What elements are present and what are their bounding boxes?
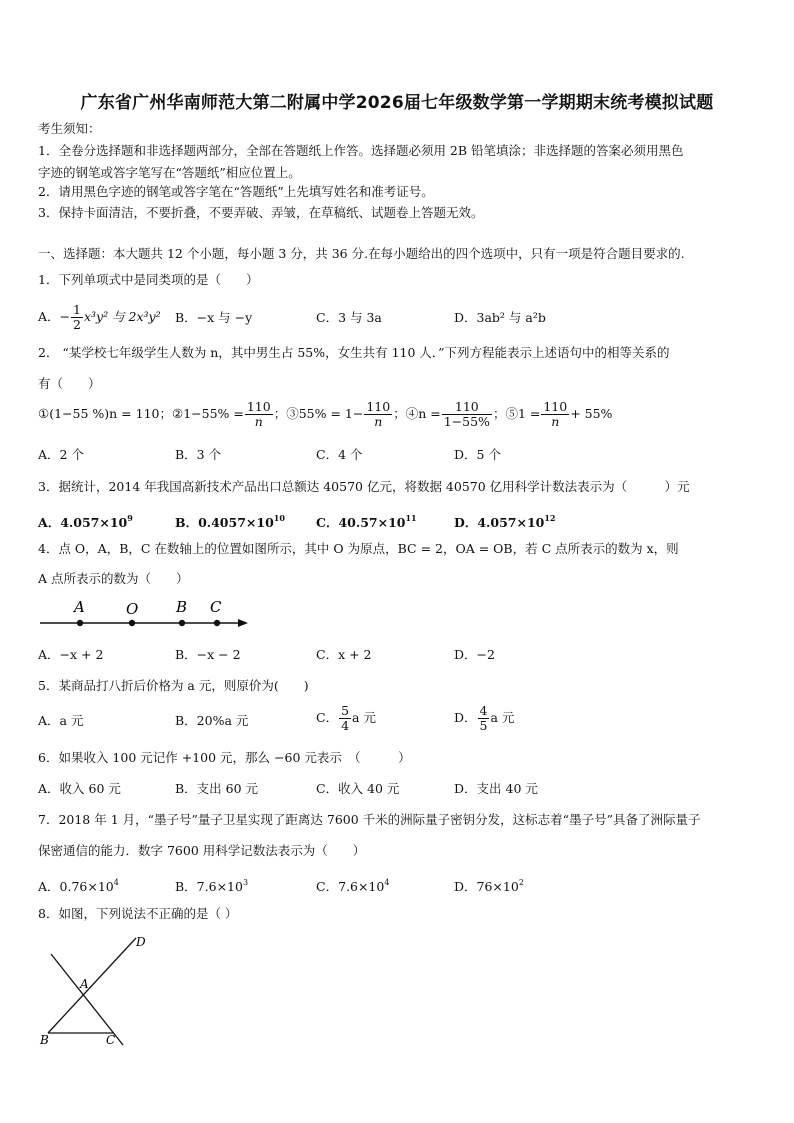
point-o-dot xyxy=(129,620,135,626)
q6-stem: 6．如果收入 100 元记作 +100 元，那么 −60 元表示 （ ） xyxy=(38,750,411,765)
point-o-label: O xyxy=(126,600,139,618)
q7-option-b: B．$7.6\times 10^3$ xyxy=(175,878,249,894)
q2-stem-cont: 有（ ） xyxy=(38,376,101,391)
section-heading: 一、选择题：本大题共 12 个小题，每小题 3 分，共 36 分.在每小题给出的四个选项中，只有一项是符合题目要求的. xyxy=(38,246,685,261)
point-b-label: B xyxy=(40,1033,49,1047)
q2-option-c: C．4 个 xyxy=(316,447,363,462)
q2-eq-2-fraction: $\frac{110}{n}$ xyxy=(246,399,271,429)
q1-option-b: B．−x 与 −y xyxy=(175,310,253,325)
q3-option-a: A．$4.057\times 10^9$ xyxy=(38,513,133,530)
q6-option-b: B．支出 60 元 xyxy=(175,781,259,796)
q7-stem: 7．2018 年 1 月，“墨子号”量子卫星实现了距离达 7600 千米的洲际量子密钥分发，这标志着“墨子号”具备了洲际量子 xyxy=(38,812,701,827)
notice-item-2: 2．请用黑色字迹的钢笔或答字笔在“答题纸”上先填写姓名和准考证号。 xyxy=(38,184,434,199)
q3-option-c: C．$40.57\times 10^{11}$ xyxy=(316,513,417,530)
q8-stem: 8．如图，下列说法不正确的是（ ） xyxy=(38,906,238,921)
q7-option-c: C．$7.6\times 10^4$ xyxy=(316,878,390,894)
q5-stem: 5．某商品打八折后价格为 a 元，则原价为( ) xyxy=(38,678,309,693)
point-c-label: C xyxy=(106,1033,116,1047)
q5-option-b: B．20%a 元 xyxy=(175,713,249,728)
notice-item-1-cont: 字迹的钢笔或答字笔写在“答题纸”相应位置上。 xyxy=(38,165,301,180)
q2-eq-3-fraction: $\frac{110}{n}$ xyxy=(366,399,391,429)
q4-stem: 4．点 O，A，B，C 在数轴上的位置如图所示，其中 O 为原点，BC = 2，OA = OB，若 C 点所表示的数为 x，则 xyxy=(38,541,679,556)
q4-option-d: D．−2 xyxy=(454,647,495,662)
q1-a-fraction: $\frac{1}{2}$ xyxy=(73,302,81,332)
point-c-dot xyxy=(214,620,220,626)
q5-d-fraction: $\frac{4}{5}$ xyxy=(479,703,488,733)
q2-option-b: B．3 个 xyxy=(175,447,222,462)
point-a-label: A xyxy=(80,977,89,991)
q2-eq-5-pre: ；⑤1 = xyxy=(492,406,541,421)
number-line-figure xyxy=(36,596,252,634)
q7-option-d: D．$76\times 10^2$ xyxy=(454,878,524,894)
q2-option-a: A．2 个 xyxy=(38,447,84,462)
q2-eq-5-post: + 55% xyxy=(570,406,613,421)
q4-option-b: B．−x − 2 xyxy=(175,647,241,662)
point-b-label: B xyxy=(176,598,188,616)
q2-equations xyxy=(38,400,612,429)
q5-option-c: C． $\frac{5}{4}$ a 元 xyxy=(316,703,376,733)
q6-option-c: C．收入 40 元 xyxy=(316,781,400,796)
q3-option-d: D．$4.057\times 10^{12}$ xyxy=(454,513,556,530)
q2-eq-3-pre: ；③55% = 1− xyxy=(273,406,364,421)
q4-stem-cont: A 点所表示的数为（ ） xyxy=(38,571,189,586)
q2-eq-4-pre: ；④n = xyxy=(393,406,441,421)
line-through-a-to-c xyxy=(51,954,123,1045)
point-b-dot xyxy=(179,620,185,626)
notice-item-1: 1．全卷分选择题和非选择题两部分，全部在答题纸上作答。选择题必须用 2B 铅笔填涂；非选择题的答案必须用黑色 xyxy=(38,143,684,158)
q1-stem: 1．下列单项式中是同类项的是（ ） xyxy=(38,272,259,287)
q1-option-a: A．− $\frac{1}{2}$ x³y² 与 2x³y² xyxy=(38,302,161,332)
q5-c-fraction: $\frac{5}{4}$ xyxy=(341,703,350,733)
q2-option-d: D．5 个 xyxy=(454,447,501,462)
q2-eq-5-fraction: $\frac{110}{n}$ xyxy=(543,399,568,429)
q6-option-d: D．支出 40 元 xyxy=(454,781,538,796)
number-line-arrow xyxy=(238,619,248,627)
q3-stem: 3．据统计，2014 年我国高新技术产品出口总额达 40570 亿元，将数据 40570 亿用科学计数法表示为（ ）元 xyxy=(38,479,690,494)
q5-option-d: D． $\frac{4}{5}$ a 元 xyxy=(454,703,515,733)
q2-stem: 2． “某学校七年级学生人数为 n，其中男生占 55%，女生共有 110 人．”下列方程能表示上述语句中的相等关系的 xyxy=(38,345,670,360)
point-a-dot xyxy=(77,620,83,626)
q7-stem-cont: 保密通信的能力．数字 7600 用科学记数法表示为（ ） xyxy=(38,843,366,858)
q2-eq-1: ①(1−55 %)n = 110 xyxy=(38,406,160,421)
line-d-to-b xyxy=(48,938,136,1033)
q4-option-c: C．x + 2 xyxy=(316,647,372,662)
notice-heading: 考生须知： xyxy=(38,121,101,136)
point-a-label: A xyxy=(74,598,85,616)
q7-option-a: A．$0.76\times 10^4$ xyxy=(38,878,119,894)
notice-item-3: 3．保持卡面清洁，不要折叠，不要弄破、弄皱，在草稿纸、试题卷上答题无效。 xyxy=(38,205,484,220)
q1-option-d: D．3ab² 与 a²b xyxy=(454,310,546,325)
q5-option-a: A．a 元 xyxy=(38,713,84,728)
q2-eq-4-fraction: $\frac{110}{1-55\%}$ xyxy=(443,399,490,429)
q6-option-a: A．收入 60 元 xyxy=(38,781,121,796)
point-c-label: C xyxy=(210,598,222,616)
q1-option-c: C．3 与 3a xyxy=(316,310,382,325)
q3-option-b: B．$0.4057\times 10^{10}$ xyxy=(175,513,285,530)
triangle-figure xyxy=(36,932,156,1052)
page-title: 广东省广州华南师范大第二附属中学2026届七年级数学第一学期期末统考模拟试题 xyxy=(80,93,714,113)
point-d-label: D xyxy=(136,935,146,949)
q2-eq-2-pre: ；②1−55% = xyxy=(159,406,244,421)
q4-option-a: A．−x + 2 xyxy=(38,647,104,662)
